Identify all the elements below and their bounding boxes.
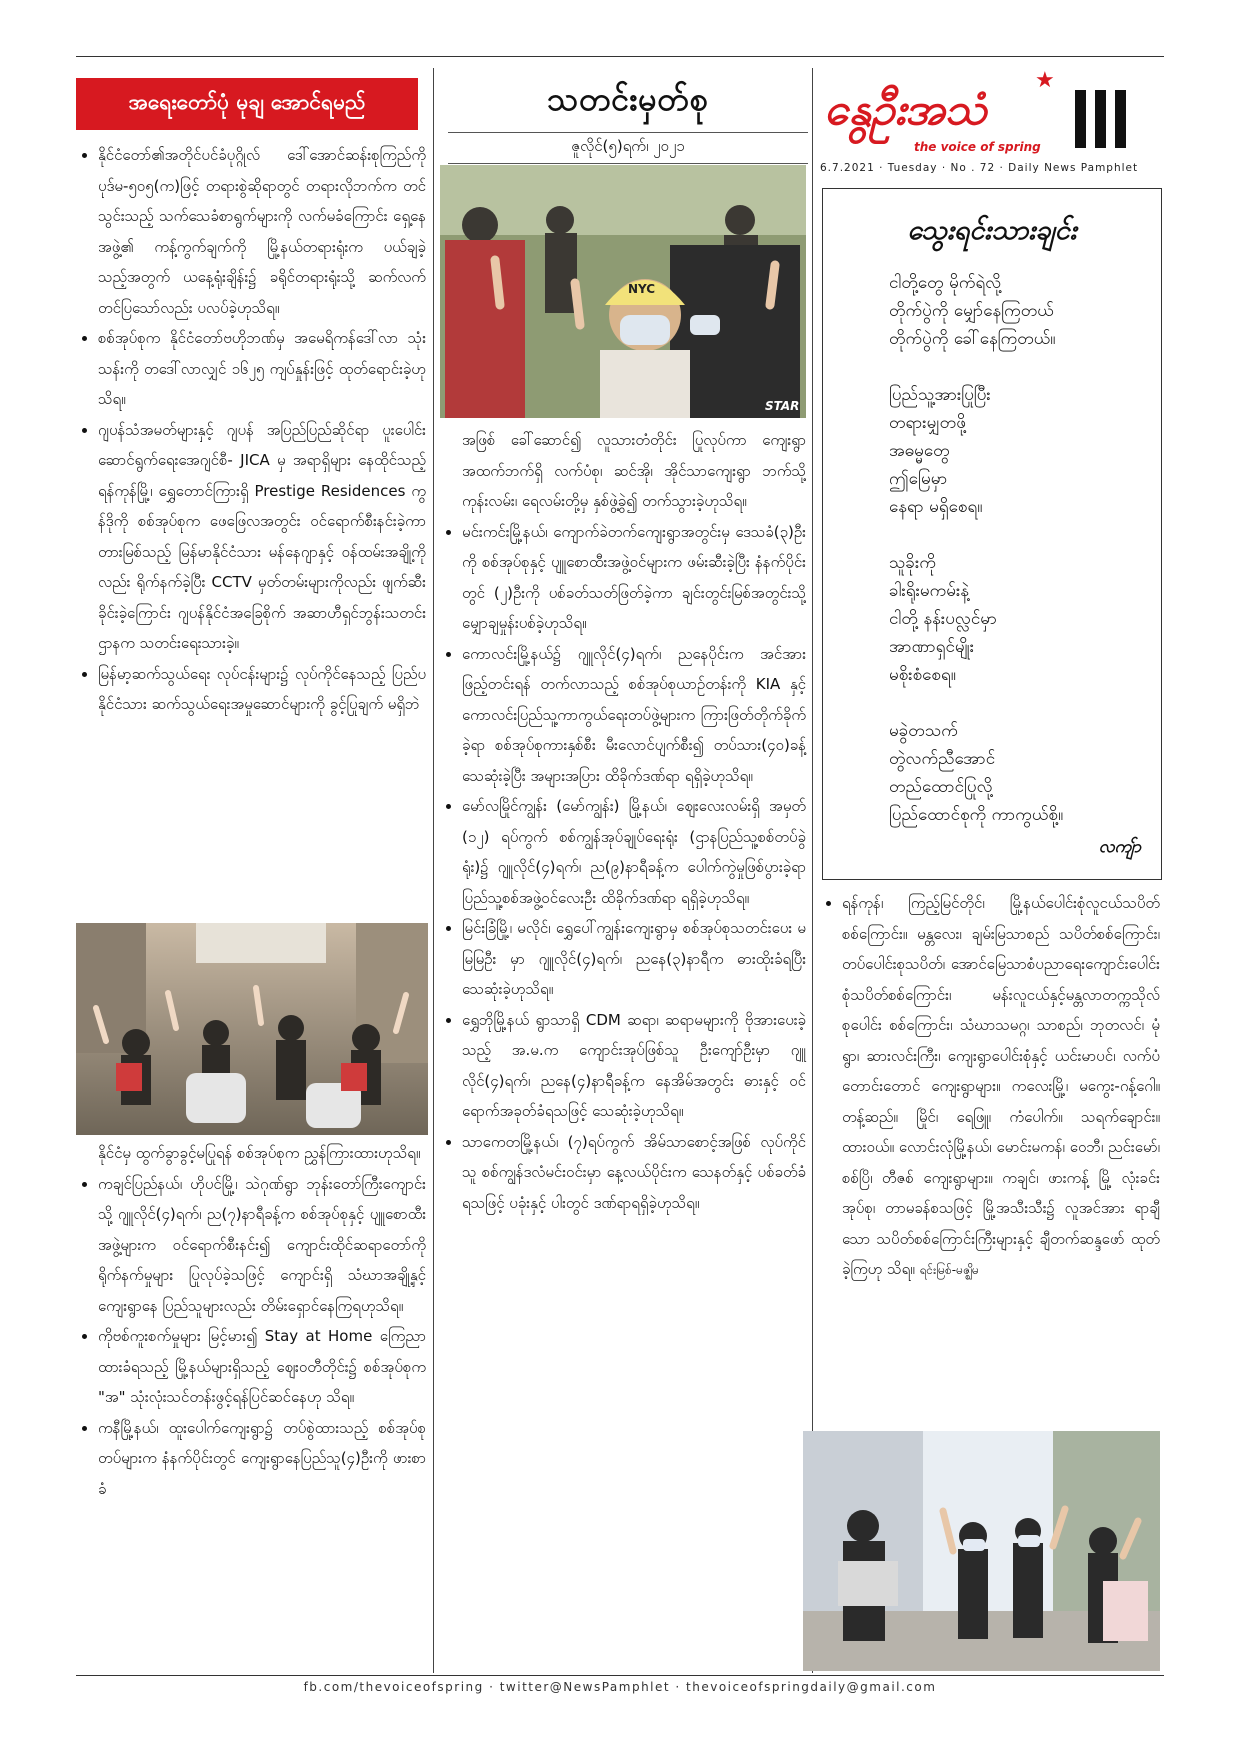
slogan-banner: အရေးတော်ပုံ မုချ အောင်ရမည် [76, 78, 418, 130]
news-item: • ကနီမြို့နယ်၊ ထူးပေါက်ကျေးရွာ၌ တပ်စွဲထားသည့် စစ်အုပ်စုတပ်များက နံနက်ပိုင်းတွင် ကျေးရွာနေပြည်သူ(၄)ဦးကို ဖားစာခံ [98, 1413, 426, 1505]
protest-photo-left [76, 923, 428, 1135]
protest-photo-right-image [803, 1431, 1160, 1671]
issue-date: ဇူလိုင်(၅)ရက်၊ ၂၀၂၁ [448, 132, 808, 164]
logo-wordmark: နွေဦးအသံ [824, 84, 986, 135]
news-item: • ကိုဗစ်ကူးစက်မှုများ မြင့်မား၍ Stay at Home ကြေညာထားခံရသည့် မြို့နယ်များရှိသည့် ဈေးဝတီတိုင်း၌ စစ်အုပ်စုက "အ" သုံးလုံးသင်တန်းဖွင့်ရန်ပြင်ဆင်နေဟု သိရ။ [98, 1321, 426, 1413]
poem-title: သွေးရင်းသားချင်း [907, 215, 1077, 246]
logo-bars-icon [1075, 90, 1135, 148]
protest-photo-center-image [440, 165, 806, 418]
news-item [842, 888, 1160, 1286]
news-item: • စစ်အုပ်စုက နိုင်ငံတော်ဗဟိုဘဏ်မှ အမေရိကန်ဒေါ်လာ သုံးသန်းကို တဒေါ်လာလျှင် ၁၆၂၅ ကျပ်နှုန်းဖြင့် ထုတ်ရောင်းခဲ့ဟုသိရ။ [98, 323, 426, 415]
column-1-top [76, 140, 426, 720]
news-item: • မင်းကင်းမြို့နယ်၊ ကျောက်ခဲတက်ကျေးရွာအတွင်းမှ ဒေသခံ(၃)ဦးကို စစ်အုပ်စုနှင့် ပျူစောထီးအဖွဲ့ဝင်များက ဖမ်းဆီးခဲ့ပြီး နံနက်ပိုင်းတွင် (၂)ဦးကို ပစ်ခတ်သတ်ဖြတ်ခဲ့ကာ ချင်းတွင်းမြစ်အတွင်းသို့ မျှောချမှုန်းပစ်ခဲ့ဟုသိရ။ [462, 517, 806, 639]
poem-body [889, 269, 1149, 857]
photo-watermark: STAR [765, 399, 800, 413]
page-title: သတင်းမှတ်စု [547, 80, 709, 118]
star-icon: ★ [1035, 68, 1055, 93]
protest-photo-left-image [76, 923, 428, 1135]
protest-photo-right [803, 1431, 1160, 1671]
column-1-bottom [76, 1138, 426, 1504]
news-continuation: နိုင်ငံမှ ထွက်ခွာခွင့်မပြုရန် စစ်အုပ်စုက ညွှန်ကြားထားဟုသိရ။ [98, 1144, 421, 1162]
footer-contacts: fb.com/thevoiceofspring · twitter@NewsPamphlet · thevoiceofspringdaily@gmail.com [303, 1680, 937, 1694]
poem-box [822, 188, 1162, 880]
top-rule [76, 56, 1164, 57]
poem-stanza: ပြည်သူ့အားပြုပြီး တရားမျှတဖို့ အဓမ္မတွေ ဤမြေမှာ နေရာ မရှိစေရ။ [889, 385, 991, 517]
poem-stanza: ငါတို့တွေ မိုက်ရဲလို့ တိုက်ပွဲကို မျှော်နေကြတယ် တိုက်ပွဲကို ခေါ်နေကြတယ်။ [889, 273, 1056, 349]
news-item-text: ရန်ကုန်၊ ကြည့်မြင်တိုင်၊ မြို့နယ်ပေါင်းစုံလူငယ်သပိတ်စစ်ကြောင်း။ မန္တလေး၊ ချမ်းမြသာစည် သပိတ်စစ်ကြောင်း၊ တပ်ပေါင်းစုသပိတ်၊ အောင်မြေသာစံပညာရေးကျောင်းပေါင်းစုံသပိတ်စစ်ကြောင်း၊ မန်းလူငယ်နှင့်မန္တလာတက္ကသိုလ် စုပေါင်း စစ်ကြောင်း၊ သံဃာသမဂ္ဂ၊ သာစည်၊ ဘုတလင်၊ မုံရွာ၊ ဆားလင်းကြီး၊ ကျေးရွာပေါင်းစုံနှင့် ယင်းမာပင်၊ လက်ပံတောင်းတောင် ကျေးရွာများ။ ကလေးမြို့၊ မကွေး-ဂန့်ဂေါ။ တန့်ဆည်။ မြိုင်၊ ရေဖြူ၊ ကံပေါက်။ သရက်ချောင်း။ ထားဝယ်။ လောင်းလုံမြို့နယ်၊ မောင်းမကန်၊ ဝေဘီ၊ ညင်းမော်၊ စစ်ပြိ၊ တီဇစ် ကျေးရွာများ။ ကချင်၊ ဖားကန့် မြို့ လုံးခင်းအုပ်စု၊ တာမခန်စသဖြင့် မြို့အသီးသီး၌ လူအင်အား ရာချီသော သပိတ်စစ်ကြောင်းကြီးများနှင့် ချီတက်ဆန္ဒဖော် ထုတ်ခဲ့ကြဟု သိရ။ [842, 894, 1160, 1278]
poem-stanza: မခွဲတသက် တွဲလက်ညီအောင် တည်ထောင်ပြုလို့ ပြည်ထောင်စုကို ကာကွယ်စို့။ [889, 721, 1064, 825]
bottom-rule [76, 1675, 1164, 1676]
news-item: • မြန်မာ့ဆက်သွယ်ရေး လုပ်ငန်းများ၌ လုပ်ကိုင်နေသည့် ပြည်ပနိုင်ငံသား ဆက်သွယ်ရေးအမှုဆောင်များကို ခွင့်ပြုချက် မရှိဘဲ [98, 659, 426, 720]
issue-dateline: 6.7.2021 · Tuesday · No . 72 · Daily News Pamphlet [820, 162, 1139, 174]
news-item: • နိုင်ငံတော်၏အတိုင်ပင်ခံပုဂ္ဂိုလ် ဒေါ်အောင်ဆန်းစုကြည်ကို ပုဒ်မ-၅၀၅(က)ဖြင့် တရားစွဲဆိုရာတွင် တရားလိုဘက်က တင်သွင်းသည့် သက်သေခံစာရွက်များကို လက်မခံကြောင်း ရှေ့နေအဖွဲ့၏ ကန့်ကွက်ချက်ကို မြို့နယ်တရားရုံးက ပယ်ချခဲ့သည့်အတွက် ယနေ့ရုံးချိန်း၌ ခရိုင်တရားရုံးသို့ ဆက်လက်တင်ပြသော်လည်း ပလပ်ခဲ့ဟုသိရ။ [98, 140, 426, 323]
column-3 [820, 888, 1160, 1286]
news-item: • ဂျပန်သံအမတ်များနှင့် ဂျပန် အပြည်ပြည်ဆိုင်ရာ ပူးပေါင်း ဆောင်ရွက်ရေးအေဂျင်စီ- JICA မှ အရာရှိများ နေထိုင်သည့် ရန်ကုန်မြို့၊ ရွှေတောင်ကြားရှိ Prestige Residences ကွန်ဒိုကို စစ်အုပ်စုက ဖေဖြေလအတွင်း ဝင်ရောက်စီးနင်းခဲ့ကာ တားမြစ်သည့် မြန်မာနိုင်ငံသား မန်နေဂျာနှင့် ဝန်ထမ်းအချို့ကိုလည်း ရိုက်နက်ခဲ့ပြီး CCTV မှတ်တမ်းများကိုလည်း ဖျက်ဆီးခိုင်းခဲ့ကြောင်း ဂျပန်နိုင်ငံအခြေစိုက် အဆာဟီရှင်ဘွန်းသတင်းဌာနက သတင်းရေးသားခဲ့။ [98, 415, 426, 659]
news-item: • သာကေတမြို့နယ်၊ (၇)ရပ်ကွက် အိမ်သာစောင့်အဖြစ် လုပ်ကိုင်သူ စစ်ကျွန်ဒလံမင်းဝင်းမှာ နေ့လယ်ပိုင်းက သေနတ်နှင့် ပစ်ခတ်ခံရသဖြင့် ပခုံးနှင့် ပါးတွင် ဒဏ်ရာရရှိခဲ့ဟုသိရ။ [462, 1127, 806, 1219]
news-item: • ရွှေဘိုမြို့နယ် ရွာသာရှိ CDM ဆရာ၊ ဆရာမများကို ဗိုအားပေးခဲ့သည့် အ.မ.က ကျောင်းအုပ်ဖြစ်သူ ဦးကျော်ဦးမှာ ဂျူလိုင်(၄)ရက်၊ ညနေ(၄)နာရီခန့်က နေအိမ်အတွင်း ဓားနှင့် ဝင်ရောက်အခုတ်ခံရသဖြင့် သေဆုံးခဲ့ဟုသိရ။ [462, 1005, 806, 1127]
column-2 [440, 425, 806, 1218]
poem-author: လကျ်ာ [1098, 837, 1141, 857]
cap-logo: NYC [628, 282, 656, 296]
news-item: • မြင်းခြံမြို့၊ မလိုင်၊ ရွှေပေါ်ကျွန်းကျေးရွာမှ စစ်အုပ်စုသတင်းပေး မမြမြဦး မှာ ဂျူလိုင်(၄)ရက်၊ ညနေ(၃)နာရီက ဓားထိုးခံရပြီး သေဆုံးခဲ့ဟုသိရ။ [462, 913, 806, 1005]
news-item: • ကချင်ပြည်နယ်၊ ဟိုပင်မြို့၊ သဲဂုဏ်ရွာ ဘုန်းတော်ကြီးကျောင်းသို့ ဂျူလိုင်(၄)ရက်၊ ည(၇)နာရီခန့်က စစ်အုပ်စုနှင့် ပျူစောထီးအဖွဲ့များက ဝင်ရောက်စီးနင်း၍ ကျောင်းထိုင်ဆရာတော်ကို ရိုက်နက်မှုများ ပြုလုပ်ခဲ့သဖြင့် ကျောင်းရှိ သံဃာအချို့နှင့် ကျေးရွာနေ ပြည်သူများလည်း တိမ်းရှောင်နေကြရဟုသိရ။ [98, 1169, 426, 1322]
news-item: • ကောလင်းမြို့နယ်၌ ဂျူလိုင်(၄)ရက်၊ ညနေပိုင်းက အင်အားဖြည့်တင်းရန် တက်လာသည့် စစ်အုပ်စုယာဉ်တန်းကို KIA နှင့် ကောလင်းပြည်သူ့ကာကွယ်ရေးတပ်ဖွဲ့များက ကြားဖြတ်တိုက်ခိုက်ခဲ့ရာ စစ်အုပ်စုကားနှစ်စီး မီးလောင်ပျက်စီး၍ တပ်သား(၄၀)ခန့်သေဆုံးခဲ့ပြီး အများအပြား ထိခိုက်ဒဏ်ရာ ရရှိခဲ့ဟုသိရ။ [462, 639, 806, 792]
news-continuation: အဖြစ် ခေါ်ဆောင်၍ လူသားတံတိုင်း ပြုလုပ်ကာ ကျေးရွာအထက်ဘက်ရှိ လက်ပံစု၊ ဆင်အို၊ အိုင်သာကျေးရွာ ဘက်သို့ ကုန်းလမ်း၊ ရေလမ်းတို့မှ နှစ်ဖွဲ့ခွဲ၍ တက်သွားခဲ့ဟုသိရ။ [462, 431, 806, 510]
column-divider [433, 68, 434, 1673]
logo-tagline: the voice of spring [914, 140, 1041, 154]
poem-stanza: သူခိုးကို ခါးရိုးမကမ်းနဲ့ ငါတို့ နန်းပလ္လင်မှာ အာဏာရှင်မျိုး မစိုးစံစေရ။ [889, 553, 998, 685]
news-item: • မော်လမြိုင်ကျွန်း (မော်ကျွန်း) မြို့နယ်၊ ဈေးလေးလမ်းရှိ အမှတ် (၁၂) ရပ်ကွက် စစ်ကျွန်အုပ်ချုပ်ရေးရုံး (ဌာနပြည်သူ့စစ်တပ်ခွဲရုံး)၌ ဂျူလိုင်(၄)ရက်၊ ည(၉)နာရီခန့်က ပေါက်ကွဲမှုဖြစ်ပွားခဲ့ရာ ပြည်သူ့စစ်အဖွဲ့ဝင်လေးဦး ထိခိုက်ဒဏ်ရာ ရရှိခဲ့ဟုသိရ။ [462, 791, 806, 913]
source-credit: ရင်းမြစ်-မဇ္ဈိမ [919, 1263, 979, 1277]
protest-photo-center [440, 165, 806, 418]
